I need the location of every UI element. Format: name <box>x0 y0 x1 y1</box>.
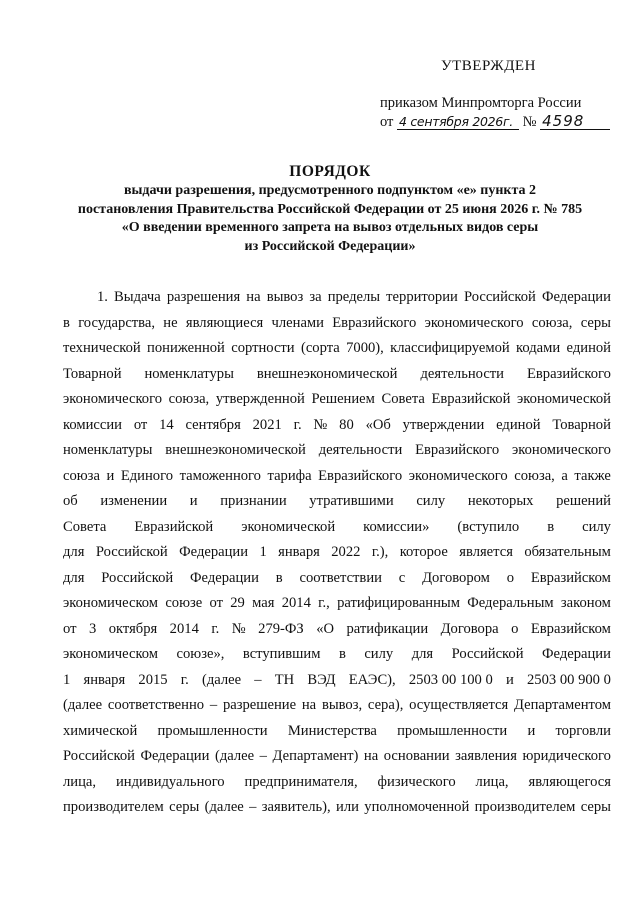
word: вывоз, <box>321 697 363 713</box>
word: г. <box>211 620 220 637</box>
word: Евразийского <box>318 467 403 484</box>
word: союзе <box>165 595 203 611</box>
word: 2021 <box>252 416 282 433</box>
word: Евразийского <box>415 442 500 458</box>
word: января <box>278 544 320 560</box>
word: (далее <box>201 671 242 688</box>
approved-stamp-text: УТВЕРЖДЕН <box>441 58 536 74</box>
word: государства, <box>78 314 156 331</box>
word: экономической <box>241 518 336 535</box>
word: утверждении <box>402 416 485 433</box>
word: сортности <box>231 340 295 356</box>
word: классифицируемой <box>390 340 510 356</box>
word: Евразийском <box>530 620 611 637</box>
word: для <box>63 569 85 586</box>
word: соответственно <box>107 697 205 713</box>
order-reference: приказом Минпромторга России <box>380 95 582 111</box>
word: о <box>511 620 519 637</box>
word: Товарной <box>63 365 122 382</box>
word: уполномоченной <box>364 799 470 815</box>
word: мая <box>252 595 275 611</box>
word: № <box>231 620 246 637</box>
word: Министерства <box>287 722 377 739</box>
word: Федерации <box>140 748 210 764</box>
text-line <box>63 566 611 592</box>
text-line <box>63 642 611 668</box>
word: серы <box>169 799 200 815</box>
word: 3 <box>88 620 97 637</box>
word: 279-ФЗ <box>258 620 304 637</box>
paragraph-1 <box>63 285 611 821</box>
word: производителем <box>63 799 164 815</box>
word: осуществляется <box>409 697 509 713</box>
text-line <box>63 770 611 796</box>
word: номенклатуры <box>63 442 153 458</box>
word: г. <box>293 416 302 433</box>
word: в <box>275 569 283 586</box>
word: г., <box>318 595 330 611</box>
word: пониженной <box>147 340 225 356</box>
word: кодами <box>516 340 561 356</box>
word: 2022 <box>331 544 361 560</box>
word: индивидуального <box>115 773 225 790</box>
word: пределы <box>327 289 381 305</box>
word: является <box>459 544 513 560</box>
word: деятельности <box>420 365 504 382</box>
word: Совета <box>63 518 107 535</box>
subtitle-line: выдачи разрешения, предусмотренного подпунктом «е» пункта 2 <box>123 183 537 198</box>
word: разрешение <box>222 697 297 713</box>
word: Российской <box>463 289 536 305</box>
subtitle-line: «О введении временного запрета на вывоз отдельных видов серы <box>121 220 539 235</box>
word: – <box>259 748 267 764</box>
word: на <box>301 697 317 713</box>
word: заявления <box>455 748 517 764</box>
word: о <box>506 569 515 586</box>
word: союза, <box>531 314 573 331</box>
word: утвержденной <box>215 391 305 407</box>
text-line <box>63 413 611 439</box>
from-prefix: от <box>380 114 394 130</box>
word: вступившим <box>242 646 321 662</box>
word: «Об <box>365 416 391 433</box>
text-line <box>63 438 611 464</box>
word: экономического <box>408 467 508 484</box>
word: Федеральным <box>467 595 554 611</box>
word: силу <box>364 646 394 662</box>
word: заявитель), <box>261 799 331 815</box>
word: от <box>133 416 148 433</box>
text-line <box>63 719 611 745</box>
word: разрешения <box>166 289 241 305</box>
word: 2014 <box>169 620 199 637</box>
word: вывоз <box>266 289 304 305</box>
word: для <box>411 646 434 662</box>
word: – <box>254 671 262 688</box>
word: деятельности <box>318 442 403 458</box>
word: технической <box>63 340 141 356</box>
order-date-number <box>380 114 610 131</box>
word: экономического <box>511 442 611 458</box>
word: признании <box>220 493 287 509</box>
word: также <box>574 467 611 484</box>
word: ратифицированным <box>337 595 460 611</box>
word: об <box>63 493 78 509</box>
word: Евразийского <box>332 314 417 331</box>
word: и <box>527 722 536 739</box>
word: с <box>398 569 406 586</box>
text-line <box>63 362 611 388</box>
word: Товарной <box>552 416 611 433</box>
word: торговли <box>555 722 611 739</box>
word: единой <box>496 416 541 433</box>
word: экономической <box>517 391 611 407</box>
text-line <box>63 540 611 566</box>
text-line <box>63 795 611 821</box>
word: от <box>63 620 77 637</box>
word: серы <box>580 314 611 331</box>
word: экономического <box>424 314 524 331</box>
word: в <box>63 314 70 331</box>
word: являющиеся <box>185 314 264 331</box>
word: Российской <box>451 646 524 662</box>
word: союза <box>63 467 100 484</box>
word: ТН <box>274 671 295 688</box>
word: 14 <box>159 416 174 433</box>
word: в <box>338 646 346 662</box>
word: сера), <box>367 697 404 713</box>
word: (сорта <box>300 340 340 356</box>
word: или <box>336 799 359 815</box>
word: союзе», <box>176 646 225 662</box>
word: 1 <box>259 544 267 560</box>
word: 1 <box>63 671 71 688</box>
text-line <box>63 617 611 643</box>
word: силу <box>582 518 611 535</box>
word: которое <box>399 544 448 560</box>
word: внешнеэкономической <box>256 365 398 382</box>
word: комиссии» <box>363 518 430 535</box>
word: внешнеэкономической <box>165 442 306 458</box>
word: 2503 00 900 0 <box>526 671 611 688</box>
word: являющегося <box>528 773 611 790</box>
word: (далее <box>63 697 103 713</box>
handwritten-number: 4598 <box>540 114 610 130</box>
word: экономическом <box>63 646 159 662</box>
word: а <box>561 467 568 484</box>
word: Федерации <box>541 289 611 305</box>
word: основании <box>383 748 450 764</box>
word: за <box>309 289 322 305</box>
document-title: ПОРЯДОК <box>289 163 371 180</box>
word: – <box>209 697 218 713</box>
text-line <box>63 285 611 311</box>
word: и <box>505 671 514 688</box>
word: Евразийского <box>526 365 611 382</box>
word: союза, <box>514 467 555 484</box>
word: ЕАЭС), <box>348 671 396 688</box>
word: территории <box>386 289 458 305</box>
word: и <box>189 493 198 509</box>
word: Департамент) <box>272 748 359 764</box>
word: 7000), <box>346 340 384 356</box>
word: Договором <box>422 569 490 586</box>
handwritten-date: 4 сентября 2026г. <box>397 114 519 130</box>
word: Договора <box>440 620 499 637</box>
word: Совета <box>381 391 425 407</box>
word: на <box>363 748 379 764</box>
word: промышленности <box>397 722 508 739</box>
word: 29 <box>230 595 245 611</box>
word: «О <box>316 620 335 637</box>
word: Выдача <box>114 289 161 305</box>
word: Департаментом <box>514 697 611 713</box>
text-line <box>63 464 611 490</box>
word: 1. <box>97 289 108 305</box>
word: комиссии <box>63 416 122 433</box>
word: ратификации <box>346 620 429 637</box>
word: № <box>313 416 328 433</box>
text-line <box>63 668 611 694</box>
word: – <box>249 799 257 815</box>
word: Российской <box>101 569 174 586</box>
text-line <box>63 489 611 515</box>
text-line <box>63 336 611 362</box>
word: Федерации <box>179 544 249 560</box>
word: утратившими <box>309 493 394 509</box>
subtitle-line: постановления Правительства Российской Федерации от 25 июня 2026 г. № 785 <box>77 201 583 217</box>
word: 2015 <box>138 671 168 688</box>
word: серы <box>580 799 611 815</box>
word: Российской <box>95 544 168 560</box>
word: производителем <box>474 799 576 815</box>
word: октября <box>108 620 158 637</box>
word: номенклатуры <box>144 365 234 382</box>
word: Единого <box>120 467 174 484</box>
word: (вступило <box>457 518 520 535</box>
word: экономическом <box>63 595 159 611</box>
word: Решением <box>311 391 375 407</box>
word: предпринимателя, <box>244 773 358 790</box>
word: Российской <box>63 748 135 764</box>
word: единой <box>566 340 611 356</box>
text-line <box>63 515 611 541</box>
subtitle-line: из Российской Федерации» <box>244 238 416 254</box>
text-line <box>63 311 611 337</box>
number-prefix: № <box>522 114 537 130</box>
word: сентября <box>185 416 241 433</box>
word: химической <box>63 722 138 739</box>
word: таможенного <box>179 467 261 484</box>
word: 80 <box>339 416 354 433</box>
word: не <box>163 314 178 331</box>
word: (далее <box>214 748 255 764</box>
text-line <box>63 387 611 413</box>
word: от <box>209 595 223 611</box>
word: силу <box>416 493 446 509</box>
word: соответствии <box>299 569 382 586</box>
word: членами <box>271 314 324 331</box>
word: Федерации <box>542 646 611 662</box>
word: г. <box>180 671 189 688</box>
word: Евразийской <box>134 518 214 535</box>
text-line <box>63 693 611 719</box>
word: некоторых <box>467 493 534 509</box>
word: г.), <box>371 544 389 560</box>
word: 2503 00 100 0 <box>408 671 493 688</box>
word: Федерации <box>190 569 259 586</box>
word: Евразийской <box>431 391 511 407</box>
word: ВЭД <box>307 671 336 688</box>
word: решений <box>556 493 611 509</box>
word: законом <box>560 595 611 611</box>
word: для <box>63 544 85 560</box>
word: 2014 <box>281 595 311 611</box>
word: и <box>106 467 115 484</box>
word: союза, <box>168 391 210 407</box>
word: изменении <box>100 493 168 509</box>
document-subtitle <box>50 182 610 256</box>
word: экономического <box>63 391 163 407</box>
word: физического <box>377 773 456 790</box>
word: промышленности <box>157 722 268 739</box>
word: юридического <box>522 748 611 764</box>
word: в <box>547 518 555 535</box>
text-line <box>63 591 611 617</box>
word: лица, <box>63 773 97 790</box>
word: (далее <box>204 799 244 815</box>
word: обязательным <box>524 544 611 560</box>
word: января <box>83 671 126 688</box>
word: лица, <box>475 773 509 790</box>
word: на <box>246 289 261 305</box>
word: Евразийском <box>530 569 611 586</box>
text-line <box>63 744 611 770</box>
word: тарифа <box>267 467 312 484</box>
